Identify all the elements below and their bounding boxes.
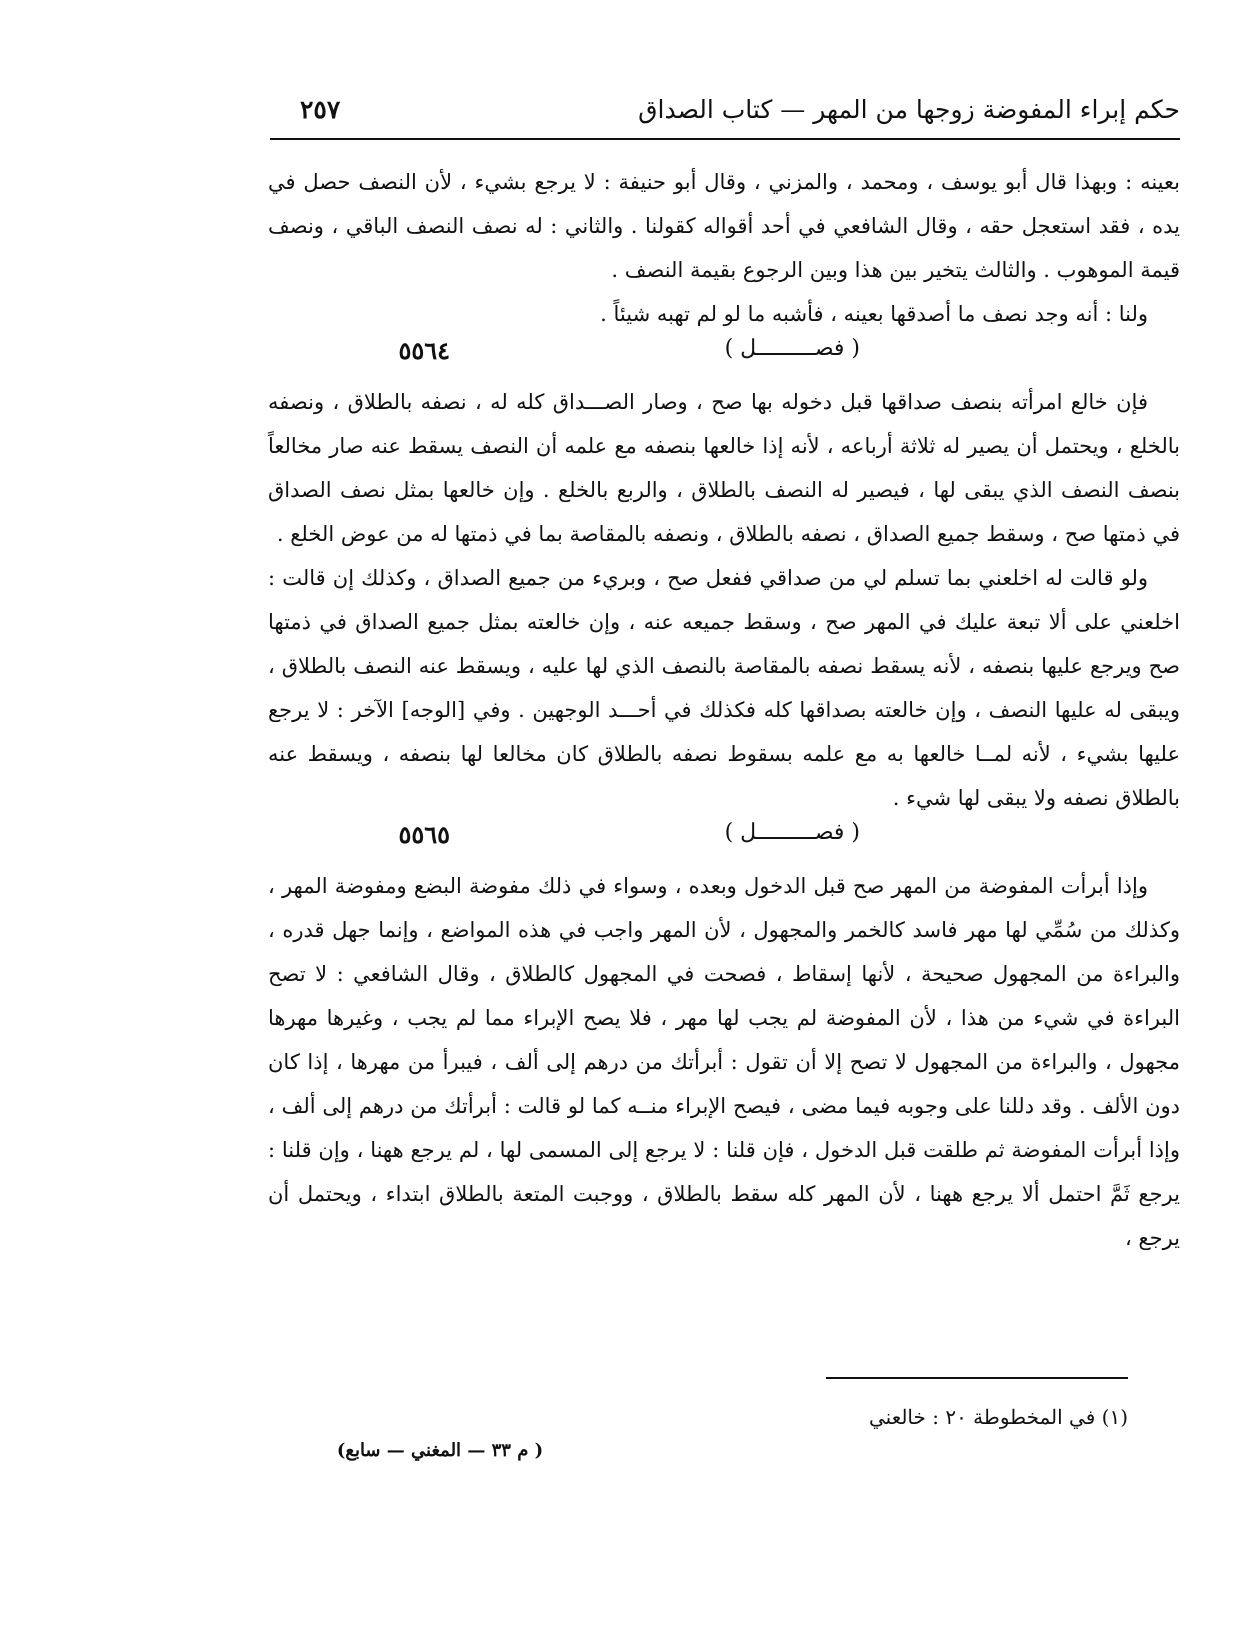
paragraph: وإذا أبرأت المفوضة من المهر صح قبل الدخول وبعده ، وسواء في ذلك مفوضة البضع ومفوضة المهر ، وكذلك من سُمِّي لها مهر فاسد كالخمر والمجهول ، لأن المهر واجب في هذه المواضع ، وإنما جهل قدره ، والبراءة من المجهول صحيحة ، لأنها إسقاط ، فصحت في المجهول كالطلاق ، وقال الشافعي : لا تصح البراءة في شيء من هذا ، لأن المفوضة لم يجب لها مهر ، فلا يصح الإبراء مما لم يجب ، وغيرها مهرها مجهول ، والبراءة من المجهول لا تصح إلا أن تقول : أبرأتك من درهم إلى ألف ، فيبرأ من مهرها ، إذا كان دون الألف . وقد دللنا على وجوبه فيما مضى ، فيصح الإبراء منــه كما لو قالت : أبرأتك من درهم إلى ألف ، وإذا أبرأت المفوضة ثم طلقت قبل الدخول ، فإن قلنا : لا يرجع إلى المسمى لها ، لم يرجع ههنا ، وإن قلنا : يرجع ثَمَّ احتمل ألا يرجع ههنا ، لأن المهر كله سقط بالطلاق ، ووجبت المتعة بالطلاق ابتداء ، ويحتمل أن يرجع ، (268, 874, 1180, 1250)
footnote-rule (826, 1377, 1128, 1379)
page-number: ٢٥٧ (300, 95, 341, 124)
section-heading (268, 336, 1180, 380)
section-number: ٥٥٦٤ (398, 336, 450, 365)
section-heading (268, 820, 1180, 864)
paragraph: بعينه : وبهذا قال أبو يوسف ، ومحمد ، والمزني ، وقال أبو حنيفة : لا يرجع بشيء ، لأن النصف حصل في يده ، فقد استعجل حقه ، وقال الشافعي في أحد أقواله كقولنا . والثاني : له نصف النصف الباقي ، ونصف قيمة الموهوب . والثالث يتخير بين هذا وبين الرجوع بقيمة النصف . (268, 170, 1180, 282)
paragraph: ولنا : أنه وجد نصف ما أصدقها بعينه ، فأشبه ما لو لم تهبه شيئاً . (600, 302, 1148, 326)
section-number: ٥٥٦٥ (398, 820, 450, 849)
section-label: ( فصـــــــــل ) (724, 336, 860, 361)
signature-mark: ( م ٣٣ — المغني — سابع) (336, 1440, 544, 1461)
section-label: ( فصـــــــــل ) (724, 820, 860, 845)
paragraph: ولو قالت له اخلعني بما تسلم لي من صداقي ففعل صح ، وبريء من جميع الصداق ، وكذلك إن قالت : اخلعني على ألا تبعة عليك في المهر صح ، وسقط جميعه عنه ، وإن خالعته بمثل جميع الصداق في ذمتها صح ويرجع عليها بنصفه ، لأنه يسقط نصفه بالمقاصة بالنصف الذي لها عليه ، ويسقط عنه النصف بالطلاق ، ويبقى له عليها النصف ، وإن خالعته بصداقها كله فكذلك في أحـــد الوجهين . وفي [الوجه] الآخر : لا يرجع عليها بشيء ، لأنه لمــا خالعها به مع علمه بسقوط نصفه بالطلاق كان مخالعا لها بنصفه ، ويسقط عنه بالطلاق نصفه ولا يبقى لها شيء . (268, 566, 1180, 810)
footnote: (١) في المخطوطة ٢٠ : خالعني (868, 1405, 1128, 1429)
header-rule (270, 138, 1180, 140)
paragraph: فإن خالع امرأته بنصف صداقها قبل دخوله بها صح ، وصار الصـــداق كله له ، نصفه بالطلاق ، ونصفه بالخلع ، ويحتمل أن يصير له ثلاثة أرباعه ، لأنه إذا خالعها بنصفه مع علمه أن النصف يسقط عنه صار مخالعاً بنصف النصف الذي يبقى لها ، فيصير له النصف بالطلاق ، والربع بالخلع . وإن خالعها بمثل نصف الصداق في ذمتها صح ، وسقط جميع الصداق ، نصفه بالطلاق ، ونصفه بالمقاصة بما في ذمتها له من عوض الخلع . (268, 390, 1180, 546)
main-text (268, 160, 1180, 1260)
running-title: حكم إبراء المفوضة زوجها من المهر — كتاب الصداق (638, 95, 1180, 124)
